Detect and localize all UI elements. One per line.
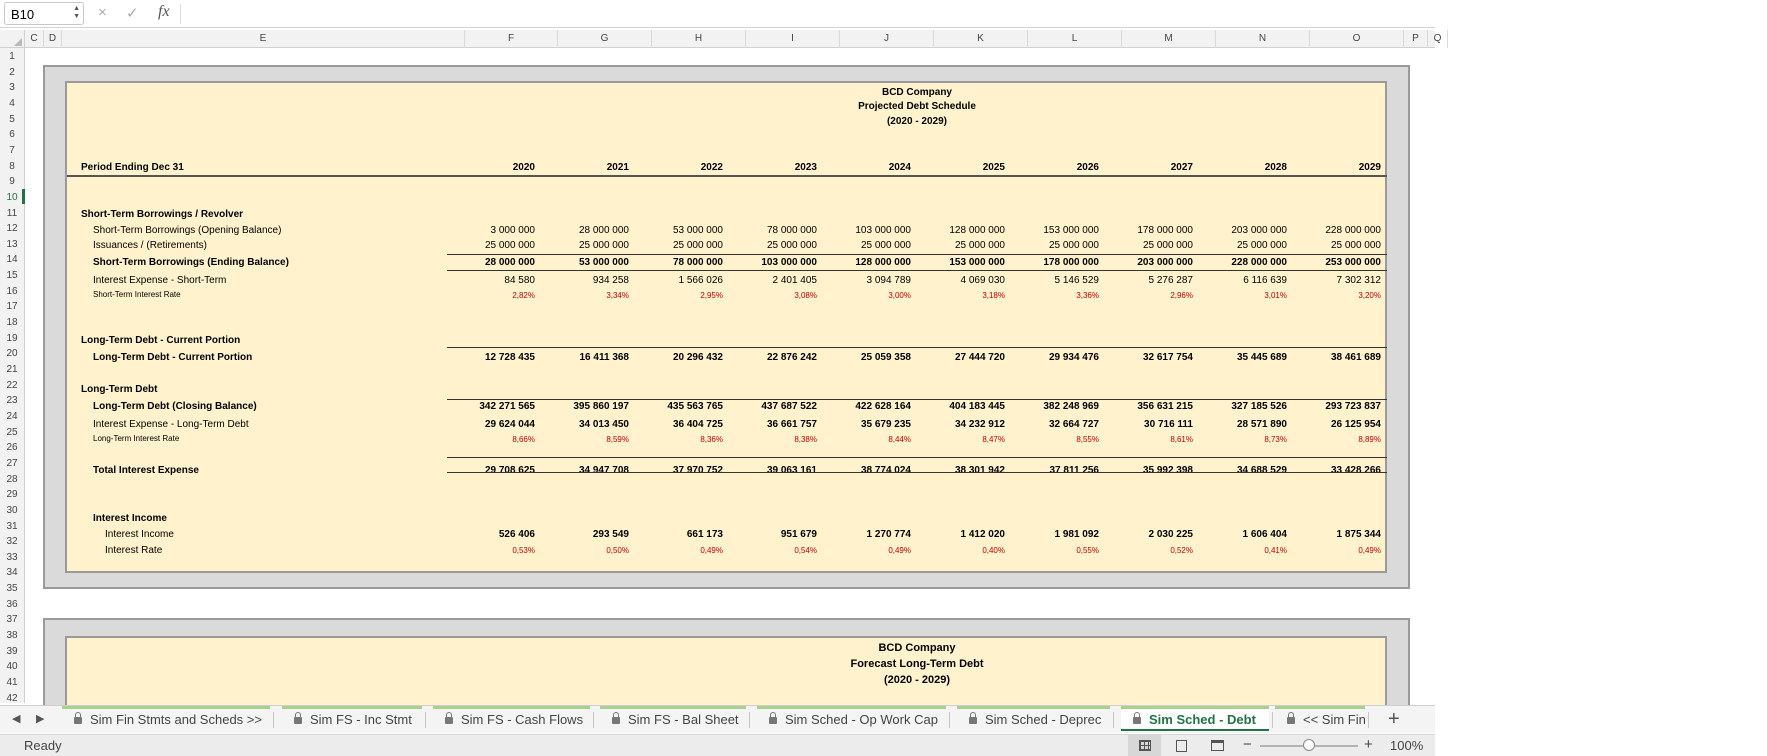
line-label: Long-Term Debt (Closing Balance) (93, 401, 257, 412)
lock-icon (1133, 717, 1141, 724)
row-header[interactable]: 8 (9, 160, 15, 172)
sheet-tab[interactable] (62, 709, 270, 731)
row-header[interactable]: 22 (6, 379, 18, 391)
value-cell: 2,96% (1170, 291, 1193, 300)
value-cell: 34 688 529 (1236, 465, 1287, 476)
column-header[interactable]: H (652, 30, 746, 48)
formula-bar-divider (180, 4, 181, 24)
line-label: Interest Income (105, 529, 174, 540)
row-header[interactable]: 40 (6, 661, 18, 673)
lock-icon (294, 717, 302, 724)
value-cell: 951 679 (780, 529, 817, 540)
debt-schedule-panel (65, 81, 1387, 573)
row-header[interactable]: 28 (6, 473, 18, 485)
cell-reference: B10 (11, 7, 35, 22)
value-cell: 38 461 689 (1330, 352, 1381, 363)
row-header[interactable]: 29 (6, 489, 18, 501)
value-cell: 253 000 000 (1325, 257, 1381, 268)
prev-sheet-icon[interactable]: ◀ (12, 713, 21, 725)
selected-row-marker (22, 189, 25, 204)
value-cell: 1 875 344 (1336, 529, 1381, 540)
row-header[interactable]: 37 (6, 614, 18, 626)
name-box[interactable] (4, 2, 84, 25)
value-cell: 53 000 000 (672, 225, 723, 236)
sheet-tab-label: Sim Sched - Debt (1149, 712, 1256, 727)
lock-icon (445, 717, 453, 724)
value-cell: 437 687 522 (761, 401, 817, 412)
value-cell: 8,61% (1170, 435, 1193, 444)
value-cell: 342 271 565 (479, 401, 535, 412)
value-cell: 53 000 000 (578, 257, 629, 268)
value-cell: 37 811 256 (1049, 465, 1099, 476)
add-sheet-icon[interactable]: + (1388, 708, 1400, 730)
enter-icon[interactable]: ✓ (126, 5, 139, 22)
value-cell: 28 571 890 (1236, 419, 1287, 430)
value-cell: 37 970 752 (672, 465, 723, 476)
row-header[interactable]: 7 (9, 144, 15, 156)
line-label: Short-Term Borrowings (Opening Balance) (93, 225, 282, 236)
insert-function-icon[interactable]: fx (158, 3, 170, 20)
value-cell: 0,49% (700, 546, 723, 555)
value-cell: 3,18% (982, 291, 1005, 300)
value-cell: 25 000 000 (1142, 240, 1193, 251)
value-cell: 1 270 774 (866, 529, 911, 540)
value-cell: 78 000 000 (672, 257, 723, 268)
value-cell: 7 302 312 (1336, 275, 1381, 286)
row-header[interactable]: 9 (9, 176, 15, 188)
sheet-tab[interactable] (433, 709, 590, 731)
sheet-tab[interactable] (957, 709, 1110, 731)
value-cell: 0,54% (794, 546, 817, 555)
formula-bar (0, 0, 1435, 28)
grid-view-icon (1139, 740, 1151, 751)
column-header[interactable]: L (1028, 30, 1122, 48)
value-cell: 3,00% (888, 291, 911, 300)
row-header[interactable]: 41 (6, 677, 18, 688)
value-cell: 3,36% (1076, 291, 1099, 300)
zoom-slider-thumb[interactable] (1303, 739, 1315, 751)
value-cell: 0,41% (1264, 546, 1287, 555)
value-cell: 2,95% (700, 291, 723, 300)
value-cell: 934 258 (592, 275, 629, 286)
line-label: Long-Term Interest Rate (93, 434, 180, 443)
line-label: Total Interest Expense (93, 465, 199, 476)
value-cell: 5 146 529 (1054, 275, 1099, 286)
value-cell: 5 276 287 (1148, 275, 1193, 286)
row-header[interactable]: 13 (6, 238, 18, 250)
sheet-tab-color (600, 706, 746, 709)
value-cell: 20 296 432 (672, 352, 723, 363)
lock-icon (969, 717, 977, 724)
value-cell: 128 000 000 (855, 257, 911, 268)
sheet-tab-label: << Sim Fin (1303, 712, 1366, 727)
page-break-icon[interactable] (1211, 740, 1224, 751)
value-cell: 1 606 404 (1242, 529, 1287, 540)
column-header[interactable]: N (1216, 30, 1310, 48)
lock-icon (769, 717, 777, 724)
row-header[interactable]: 36 (6, 598, 18, 610)
cancel-icon[interactable]: × (98, 4, 107, 21)
value-cell: 28 000 000 (484, 257, 535, 268)
next-sheet-icon[interactable]: ▶ (36, 713, 45, 725)
value-cell: 293 723 837 (1325, 401, 1381, 412)
value-cell: 435 563 765 (667, 401, 723, 412)
line-label: Issuances / (Retirements) (93, 240, 207, 251)
row-header[interactable]: 14 (6, 254, 18, 266)
row-header[interactable]: 25 (6, 426, 18, 438)
value-cell: 29 708 625 (484, 465, 535, 476)
value-cell: 25 000 000 (860, 240, 911, 251)
column-header[interactable]: D (44, 30, 62, 48)
line-label: Interest Expense - Long-Term Debt (93, 419, 249, 430)
tab-separator (593, 712, 594, 728)
section-heading: Interest Income (93, 513, 167, 524)
row-header[interactable]: 12 (6, 223, 18, 235)
row-header[interactable]: 1 (9, 51, 15, 62)
row-header[interactable]: 32 (6, 536, 18, 548)
value-cell: 34 947 708 (578, 465, 629, 476)
schedule-period-2: (2020 - 2029) (883, 674, 951, 686)
value-cell: 8,59% (606, 435, 629, 444)
sheet-tab[interactable] (757, 709, 946, 731)
value-cell: 0,40% (982, 546, 1005, 555)
value-cell: 356 631 215 (1137, 401, 1193, 412)
year-header: 2028 (1264, 162, 1287, 173)
sheet-tab[interactable] (1121, 709, 1269, 731)
row-header[interactable]: 17 (6, 301, 18, 313)
status-bar (0, 734, 1435, 756)
value-cell: 203 000 000 (1137, 257, 1193, 268)
tab-separator (1368, 712, 1369, 728)
value-cell: 84 580 (504, 275, 535, 286)
sheet-tab-label: Sim Sched - Op Work Cap (785, 712, 938, 727)
value-cell: 1 412 020 (960, 529, 1005, 540)
column-header[interactable]: P (1404, 30, 1428, 48)
select-all-corner[interactable] (0, 30, 25, 48)
value-cell: 12 728 435 (484, 352, 535, 363)
year-header: 2020 (512, 162, 535, 173)
row-header[interactable]: 26 (6, 442, 18, 454)
value-cell: 25 000 000 (1330, 240, 1381, 251)
row-header[interactable]: 30 (6, 504, 18, 516)
value-cell: 8,73% (1264, 435, 1287, 444)
value-cell: 2 030 225 (1148, 529, 1193, 540)
value-cell: 3,01% (1264, 291, 1287, 300)
value-cell: 178 000 000 (1043, 257, 1099, 268)
lock-icon (74, 717, 82, 724)
status-text: Ready (24, 738, 62, 753)
line-label: Short-Term Borrowings (Ending Balance) (93, 257, 289, 268)
value-cell: 404 183 445 (949, 401, 1005, 412)
column-header[interactable]: E (62, 30, 465, 48)
row-header[interactable]: 5 (9, 113, 15, 125)
value-cell: 36 404 725 (672, 419, 723, 430)
value-cell: 0,49% (1358, 546, 1381, 555)
row-header[interactable]: 19 (6, 332, 18, 344)
column-header[interactable]: O (1310, 30, 1404, 48)
value-cell: 34 013 450 (578, 419, 629, 430)
value-cell: 178 000 000 (1137, 225, 1193, 236)
value-cell: 8,38% (794, 435, 817, 444)
column-headers (0, 30, 1442, 48)
value-cell: 33 428 266 (1330, 465, 1381, 476)
value-cell: 3,20% (1358, 291, 1381, 300)
tab-separator (1272, 712, 1273, 728)
section-heading: Long-Term Debt (81, 384, 158, 395)
value-cell: 25 000 000 (1048, 240, 1099, 251)
tab-separator (949, 712, 950, 728)
line-label: Long-Term Debt - Current Portion (93, 352, 253, 363)
name-box-stepper-icon[interactable]: ▲ ▼ (73, 5, 80, 20)
lock-icon (1287, 717, 1295, 724)
value-cell: 78 000 000 (766, 225, 817, 236)
sheet-tab-color (1121, 706, 1269, 709)
sheet-tab[interactable] (1275, 709, 1365, 731)
zoom-in-icon[interactable]: + (1364, 736, 1373, 753)
sheet-tab-label: Sim FS - Cash Flows (461, 712, 584, 727)
value-cell: 3 000 000 (490, 225, 535, 236)
year-header: 2024 (888, 162, 911, 173)
value-cell: 28 000 000 (578, 225, 629, 236)
value-cell: 203 000 000 (1231, 225, 1287, 236)
row-header[interactable]: 33 (6, 551, 18, 563)
row-header[interactable]: 34 (6, 567, 18, 579)
column-header[interactable]: F (465, 30, 558, 48)
value-cell: 32 617 754 (1142, 352, 1193, 363)
value-cell: 1 566 026 (678, 275, 723, 286)
value-cell: 27 444 720 (954, 352, 1005, 363)
sheet-tab[interactable] (600, 709, 746, 731)
row-header[interactable]: 3 (9, 82, 15, 94)
header-rule (67, 175, 1387, 177)
sheet-tab-label: Sim FS - Inc Stmt (310, 712, 412, 727)
row-header[interactable]: 38 (6, 630, 18, 642)
value-cell: 382 248 969 (1043, 401, 1099, 412)
value-cell: 8,36% (700, 435, 723, 444)
column-header[interactable]: C (25, 30, 44, 48)
value-cell: 395 860 197 (573, 401, 629, 412)
value-cell: 26 125 954 (1330, 419, 1381, 430)
value-cell: 0,55% (1076, 546, 1099, 555)
line-label: Interest Rate (105, 545, 163, 556)
sheet-tab-color (433, 706, 590, 709)
row-header[interactable]: 23 (6, 395, 18, 407)
tab-separator (273, 712, 274, 728)
value-cell: 3,34% (606, 291, 629, 300)
value-cell: 0,53% (512, 546, 535, 555)
sheet-tab-color (62, 706, 270, 709)
value-cell: 8,47% (982, 435, 1005, 444)
value-cell: 8,55% (1076, 435, 1099, 444)
value-cell: 35 992 398 (1142, 465, 1193, 476)
value-cell: 327 185 526 (1231, 401, 1287, 412)
sheet-tab-bar (0, 705, 1435, 733)
sheet-tab-color (957, 706, 1110, 709)
row-header[interactable]: 31 (6, 520, 18, 532)
value-cell: 39 063 161 (766, 465, 817, 476)
company-name: BCD Company (881, 87, 952, 98)
value-cell: 25 000 000 (484, 240, 535, 251)
value-cell: 422 628 164 (855, 401, 911, 412)
total-rule (447, 457, 1387, 458)
value-cell: 293 549 (592, 529, 629, 540)
year-header: 2021 (606, 162, 629, 173)
total-rule (447, 347, 1387, 348)
value-cell: 22 876 242 (766, 352, 817, 363)
value-cell: 25 000 000 (766, 240, 817, 251)
total-rule (447, 472, 1387, 473)
sheet-tab-color (282, 706, 422, 709)
value-cell: 1 981 092 (1054, 529, 1099, 540)
value-cell: 661 173 (686, 529, 723, 540)
value-cell: 4 069 030 (960, 275, 1005, 286)
section-heading: Long-Term Debt - Current Portion (81, 335, 241, 346)
value-cell: 29 624 044 (484, 419, 535, 430)
sheet-tab-label: Sim Fin Stmts and Scheds >> (90, 712, 262, 727)
row-header[interactable]: 42 (6, 692, 18, 704)
value-cell: 2 401 405 (772, 275, 817, 286)
year-header: 2023 (794, 162, 817, 173)
value-cell: 153 000 000 (1043, 225, 1099, 236)
year-header: 2026 (1076, 162, 1099, 173)
value-cell: 3,08% (794, 291, 817, 300)
value-cell: 38 774 024 (860, 465, 911, 476)
value-cell: 25 000 000 (1236, 240, 1287, 251)
value-cell: 228 000 000 (1325, 225, 1381, 236)
sheet-tab-color (1275, 706, 1365, 709)
row-header[interactable]: 20 (6, 348, 18, 360)
column-header[interactable]: Q (1428, 30, 1448, 48)
value-cell: 29 934 476 (1048, 352, 1099, 363)
long-term-debt-panel (65, 636, 1387, 716)
value-cell: 0,50% (606, 546, 629, 555)
value-cell: 103 000 000 (761, 257, 817, 268)
value-cell: 25 059 358 (860, 352, 911, 363)
column-header[interactable]: J (840, 30, 934, 48)
value-cell: 526 406 (498, 529, 535, 540)
lock-icon (612, 717, 620, 724)
value-cell: 8,66% (512, 435, 535, 444)
tab-separator (749, 712, 750, 728)
zoom-level: 100% (1390, 738, 1424, 753)
row-header[interactable]: 16 (6, 285, 18, 297)
row-header[interactable]: 24 (6, 410, 18, 422)
column-header[interactable]: M (1122, 30, 1216, 48)
value-cell: 32 664 727 (1048, 419, 1099, 430)
total-rule (447, 254, 1387, 255)
year-header: 2025 (982, 162, 1005, 173)
total-rule (447, 399, 1387, 400)
value-cell: 3 094 789 (866, 275, 911, 286)
row-header[interactable]: 27 (6, 457, 18, 469)
sheet-tab-label: Sim Sched - Deprec (985, 712, 1102, 727)
row-header[interactable]: 2 (9, 66, 15, 78)
column-header[interactable]: I (746, 30, 840, 48)
zoom-out-icon[interactable]: − (1243, 736, 1252, 753)
value-cell: 36 661 757 (766, 419, 817, 430)
value-cell: 30 716 111 (1144, 419, 1193, 430)
sheet-tab[interactable] (282, 709, 422, 731)
value-cell: 153 000 000 (949, 257, 1005, 268)
row-header[interactable]: 21 (6, 364, 18, 375)
value-cell: 2,82% (512, 291, 535, 300)
row-header[interactable]: 35 (6, 583, 18, 595)
tab-separator (1113, 712, 1114, 728)
sheet-tab-label: Sim FS - Bal Sheet (628, 712, 739, 727)
value-cell: 35 445 689 (1236, 352, 1287, 363)
schedule-title: Projected Debt Schedule (858, 101, 976, 112)
value-cell: 38 301 942 (954, 465, 1005, 476)
value-cell: 8,89% (1358, 435, 1381, 444)
value-cell: 25 000 000 (578, 240, 629, 251)
row-header[interactable]: 15 (6, 270, 18, 282)
tab-separator (425, 712, 426, 728)
company-name-2: BCD Company (878, 642, 956, 654)
page-layout-icon[interactable] (1176, 740, 1187, 752)
total-rule (447, 270, 1387, 271)
value-cell: 16 411 368 (579, 352, 629, 363)
line-label: Interest Expense - Short-Term (93, 275, 227, 286)
value-cell: 0,49% (888, 546, 911, 555)
row-header[interactable]: 11 (6, 207, 18, 219)
worksheet-grid[interactable] (26, 49, 1435, 703)
sheet-tab-color (757, 706, 946, 709)
row-header[interactable]: 18 (6, 317, 18, 329)
section-heading: Short-Term Borrowings / Revolver (81, 209, 244, 220)
value-cell: 128 000 000 (949, 225, 1005, 236)
row-headers (0, 48, 25, 703)
row-header[interactable]: 4 (9, 97, 15, 109)
year-header: 2029 (1358, 162, 1381, 173)
value-cell: 0,52% (1170, 546, 1193, 555)
value-cell: 228 000 000 (1231, 257, 1287, 268)
schedule-period: (2020 - 2029) (886, 116, 948, 127)
year-header: 2022 (700, 162, 723, 173)
row-header[interactable]: 10 (6, 191, 18, 203)
value-cell: 103 000 000 (855, 225, 911, 236)
row-header[interactable]: 39 (6, 645, 18, 657)
value-cell: 34 232 912 (954, 419, 1005, 430)
value-cell: 8,44% (888, 435, 911, 444)
row-header[interactable]: 6 (9, 129, 15, 141)
value-cell: 35 679 235 (860, 419, 911, 430)
period-label: Period Ending Dec 31 (81, 162, 184, 173)
year-header: 2027 (1170, 162, 1193, 173)
column-header[interactable]: G (558, 30, 652, 48)
value-cell: 25 000 000 (954, 240, 1005, 251)
value-cell: 25 000 000 (672, 240, 723, 251)
column-header[interactable]: K (934, 30, 1028, 48)
value-cell: 6 116 639 (1243, 275, 1287, 286)
schedule-title-2: Forecast Long-Term Debt (850, 658, 984, 670)
line-label: Short-Term Interest Rate (93, 290, 181, 299)
